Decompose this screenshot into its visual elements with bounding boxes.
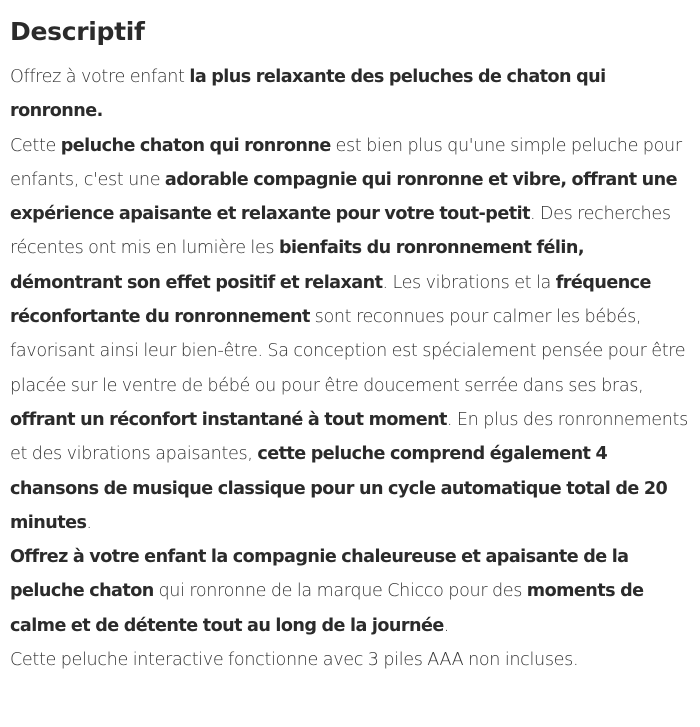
text-segment: . Des recherches récentes ont mis en lumière les xyxy=(10,204,671,259)
text-segment-bold: peluche chaton qui ronronne xyxy=(60,135,331,156)
text-segment-bold: moments de calme et de détente tout au long de la journée xyxy=(10,581,644,636)
description-paragraph-intro xyxy=(10,60,690,129)
section-title: Descriptif xyxy=(10,17,145,46)
description-paragraph-batteries xyxy=(10,643,690,677)
text-segment: Cette xyxy=(10,135,61,156)
description-body xyxy=(10,60,690,677)
description-paragraph-brand xyxy=(10,540,690,643)
text-segment: . Les vibrations et la xyxy=(382,272,556,293)
text-segment: Offrez à votre enfant xyxy=(10,67,190,87)
text-segment-bold: adorable compagnie qui ronronne et vibre, offrant une expérience apaisante et relaxante pour votre tout-petit xyxy=(10,169,677,225)
text-segment: sont reconnues pour calmer les bébés, favorisant ainsi leur bien-être. Sa conception est spécialement pensée pour être placée sur le ventre de bébé ou pour être doucement serrée dans ses bras, xyxy=(10,307,686,396)
text-segment: . xyxy=(86,512,92,533)
description-paragraph-details xyxy=(10,129,690,541)
text-segment: est bien plus qu'une simple peluche pour enfants, c'est une xyxy=(10,135,682,190)
text-segment-bold: Offrez à votre enfant la compagnie chaleureuse et apaisante de la peluche chaton xyxy=(10,547,629,602)
text-segment-bold: la plus relaxante des peluches de chaton qui ronronne. xyxy=(10,67,606,122)
text-segment: . xyxy=(443,615,449,636)
text-segment-bold: bienfaits du ronronnement félin, démontrant son effet positif et relaxant xyxy=(10,238,584,293)
text-segment-bold: offrant un réconfort instantané à tout moment xyxy=(10,409,447,430)
text-segment-bold: cette peluche comprend également 4 chansons de musique classique pour un cycle automatique total de 20 minutes xyxy=(10,444,668,533)
text-segment: qui ronronne de la marque Chicco pour des xyxy=(153,581,527,602)
text-segment-bold: fréquence réconfortante du ronronnement xyxy=(10,272,651,328)
text-segment: . En plus des ronronnements et des vibrations apaisantes, xyxy=(10,409,688,465)
text-segment: Cette peluche interactive fonctionne avec 3 piles AAA non incluses. xyxy=(10,650,579,671)
